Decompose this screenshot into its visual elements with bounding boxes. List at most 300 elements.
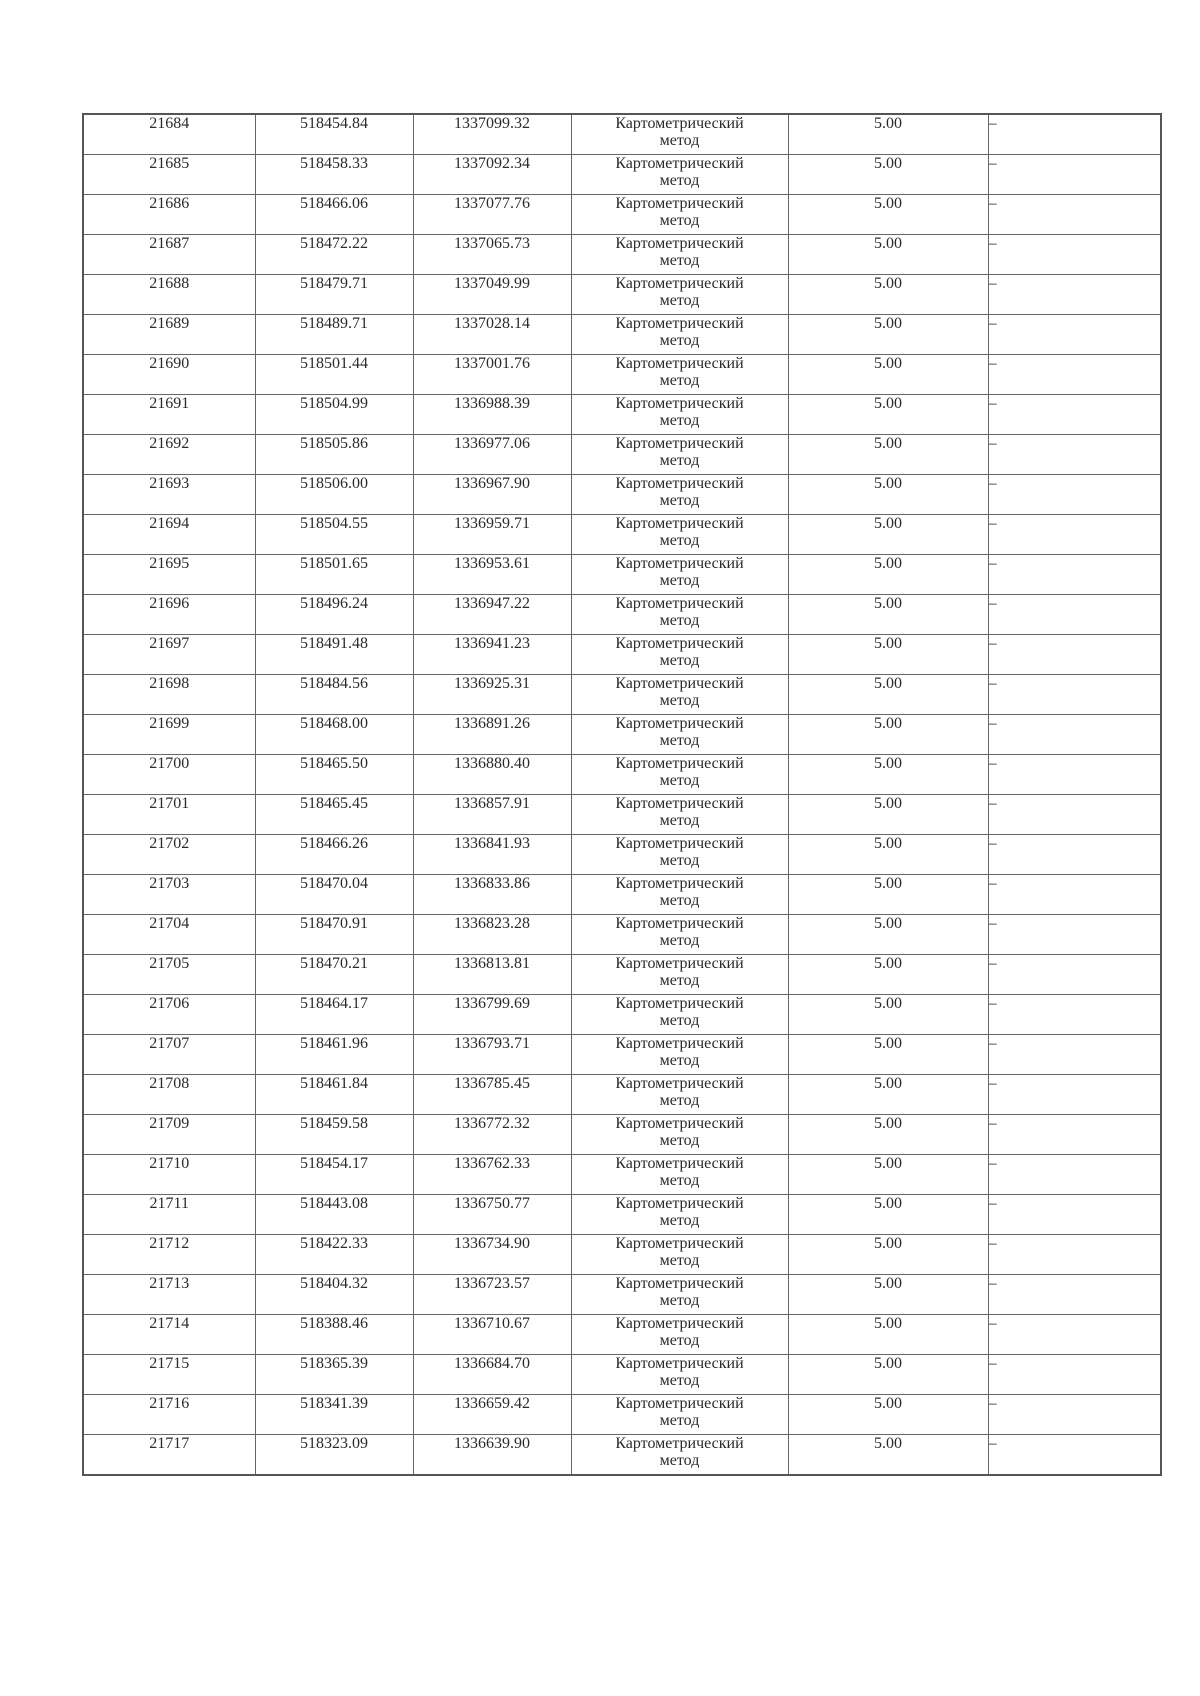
error-cell: 5.00 (788, 515, 988, 555)
error-cell: 5.00 (788, 955, 988, 995)
table-row (83, 595, 1161, 635)
error-cell: 5.00 (788, 355, 988, 395)
x-coordinate-cell: 518470.04 (255, 875, 413, 915)
description-cell: – (988, 1075, 1161, 1115)
table-row (83, 195, 1161, 235)
table-row (83, 1035, 1161, 1075)
method-text: Картометрический (615, 1355, 744, 1372)
method-text: метод (659, 132, 700, 149)
point-number-cell: 21686 (83, 195, 255, 235)
y-coordinate-cell: 1336813.81 (413, 955, 571, 995)
x-coordinate-cell: 518454.17 (255, 1155, 413, 1195)
table-row (83, 114, 1161, 155)
method-text: метод (659, 972, 700, 989)
method-text: метод (659, 1372, 700, 1389)
method-cell (571, 435, 788, 475)
method-text: метод (659, 652, 700, 669)
method-cell (571, 1195, 788, 1235)
point-number-cell: 21706 (83, 995, 255, 1035)
point-number-cell: 21716 (83, 1395, 255, 1435)
x-coordinate-cell: 518501.65 (255, 555, 413, 595)
error-cell: 5.00 (788, 555, 988, 595)
x-coordinate-cell: 518458.33 (255, 155, 413, 195)
description-cell: – (988, 1195, 1161, 1235)
method-text: метод (659, 1172, 700, 1189)
description-cell: – (988, 515, 1161, 555)
description-cell: – (988, 595, 1161, 635)
error-cell: 5.00 (788, 1435, 988, 1476)
method-text: метод (659, 1332, 700, 1349)
point-number-cell: 21684 (83, 114, 255, 155)
method-text: метод (659, 932, 700, 949)
table-row (83, 555, 1161, 595)
x-coordinate-cell: 518454.84 (255, 114, 413, 155)
description-cell: – (988, 955, 1161, 995)
method-cell (571, 1395, 788, 1435)
method-text: Картометрический (615, 235, 744, 252)
method-cell (571, 915, 788, 955)
method-text: метод (659, 1052, 700, 1069)
method-text: Картометрический (615, 795, 744, 812)
point-number-cell: 21699 (83, 715, 255, 755)
x-coordinate-cell: 518461.96 (255, 1035, 413, 1075)
point-number-cell: 21695 (83, 555, 255, 595)
table-row (83, 1355, 1161, 1395)
x-coordinate-cell: 518404.32 (255, 1275, 413, 1315)
method-text: метод (659, 532, 700, 549)
table-row (83, 755, 1161, 795)
table-row (83, 915, 1161, 955)
error-cell: 5.00 (788, 1315, 988, 1355)
error-cell: 5.00 (788, 915, 988, 955)
description-cell: – (988, 795, 1161, 835)
error-cell: 5.00 (788, 1235, 988, 1275)
description-cell: – (988, 315, 1161, 355)
table-row (83, 395, 1161, 435)
point-number-cell: 21712 (83, 1235, 255, 1275)
y-coordinate-cell: 1336799.69 (413, 995, 571, 1035)
y-coordinate-cell: 1336841.93 (413, 835, 571, 875)
method-cell (571, 1435, 788, 1476)
description-cell: – (988, 435, 1161, 475)
y-coordinate-cell: 1337099.32 (413, 114, 571, 155)
y-coordinate-cell: 1337077.76 (413, 195, 571, 235)
error-cell: 5.00 (788, 1115, 988, 1155)
x-coordinate-cell: 518489.71 (255, 315, 413, 355)
description-cell: – (988, 475, 1161, 515)
method-text: Картометрический (615, 555, 744, 572)
method-text: Картометрический (615, 755, 744, 772)
method-text: метод (659, 1252, 700, 1269)
error-cell: 5.00 (788, 315, 988, 355)
x-coordinate-cell: 518501.44 (255, 355, 413, 395)
table-row (83, 1075, 1161, 1115)
point-number-cell: 21701 (83, 795, 255, 835)
point-number-cell: 21687 (83, 235, 255, 275)
method-text: метод (659, 772, 700, 789)
description-cell: – (988, 1115, 1161, 1155)
x-coordinate-cell: 518461.84 (255, 1075, 413, 1115)
table-row (83, 315, 1161, 355)
method-text: Картометрический (615, 1275, 744, 1292)
method-text: Картометрический (615, 1115, 744, 1132)
method-text: Картометрический (615, 275, 744, 292)
x-coordinate-cell: 518341.39 (255, 1395, 413, 1435)
error-cell: 5.00 (788, 1355, 988, 1395)
method-text: метод (659, 1292, 700, 1309)
x-coordinate-cell: 518443.08 (255, 1195, 413, 1235)
x-coordinate-cell: 518496.24 (255, 595, 413, 635)
table-row (83, 1315, 1161, 1355)
description-cell: – (988, 235, 1161, 275)
table-row (83, 1395, 1161, 1435)
description-cell: – (988, 915, 1161, 955)
method-text: метод (659, 332, 700, 349)
point-number-cell: 21688 (83, 275, 255, 315)
point-number-cell: 21696 (83, 595, 255, 635)
error-cell: 5.00 (788, 235, 988, 275)
method-cell (571, 395, 788, 435)
method-text: метод (659, 1012, 700, 1029)
error-cell: 5.00 (788, 395, 988, 435)
x-coordinate-cell: 518470.21 (255, 955, 413, 995)
point-number-cell: 21702 (83, 835, 255, 875)
method-text: Картометрический (615, 1435, 744, 1452)
method-text: метод (659, 812, 700, 829)
description-cell: – (988, 1275, 1161, 1315)
y-coordinate-cell: 1336857.91 (413, 795, 571, 835)
error-cell: 5.00 (788, 1075, 988, 1115)
description-cell: – (988, 1395, 1161, 1435)
method-text: Картометрический (615, 475, 744, 492)
description-cell: – (988, 1235, 1161, 1275)
error-cell: 5.00 (788, 1275, 988, 1315)
method-text: Картометрический (615, 835, 744, 852)
y-coordinate-cell: 1336967.90 (413, 475, 571, 515)
coordinates-table (82, 113, 1162, 1476)
table-body (83, 114, 1161, 1475)
method-text: Картометрический (615, 355, 744, 372)
method-text: Картометрический (615, 435, 744, 452)
method-text: метод (659, 372, 700, 389)
x-coordinate-cell: 518365.39 (255, 1355, 413, 1395)
point-number-cell: 21704 (83, 915, 255, 955)
point-number-cell: 21689 (83, 315, 255, 355)
method-cell (571, 1275, 788, 1315)
y-coordinate-cell: 1336959.71 (413, 515, 571, 555)
method-text: метод (659, 212, 700, 229)
method-cell (571, 875, 788, 915)
table-row (83, 515, 1161, 555)
method-cell (571, 195, 788, 235)
description-cell: – (988, 755, 1161, 795)
description-cell: – (988, 835, 1161, 875)
method-text: метод (659, 852, 700, 869)
method-text: метод (659, 452, 700, 469)
method-text: метод (659, 172, 700, 189)
x-coordinate-cell: 518479.71 (255, 275, 413, 315)
method-cell (571, 1235, 788, 1275)
x-coordinate-cell: 518491.48 (255, 635, 413, 675)
method-cell (571, 515, 788, 555)
x-coordinate-cell: 518464.17 (255, 995, 413, 1035)
method-text: Картометрический (615, 1075, 744, 1092)
table-row (83, 675, 1161, 715)
method-text: Картометрический (615, 595, 744, 612)
error-cell: 5.00 (788, 595, 988, 635)
point-number-cell: 21707 (83, 1035, 255, 1075)
method-text: Картометрический (615, 515, 744, 532)
method-cell (571, 555, 788, 595)
x-coordinate-cell: 518465.50 (255, 755, 413, 795)
y-coordinate-cell: 1336953.61 (413, 555, 571, 595)
method-text: метод (659, 612, 700, 629)
method-text: Картометрический (615, 915, 744, 932)
error-cell: 5.00 (788, 1395, 988, 1435)
y-coordinate-cell: 1336750.77 (413, 1195, 571, 1235)
point-number-cell: 21714 (83, 1315, 255, 1355)
point-number-cell: 21709 (83, 1115, 255, 1155)
point-number-cell: 21703 (83, 875, 255, 915)
y-coordinate-cell: 1336659.42 (413, 1395, 571, 1435)
error-cell: 5.00 (788, 795, 988, 835)
point-number-cell: 21711 (83, 1195, 255, 1235)
table-row (83, 715, 1161, 755)
error-cell: 5.00 (788, 715, 988, 755)
method-cell (571, 635, 788, 675)
error-cell: 5.00 (788, 114, 988, 155)
method-cell (571, 114, 788, 155)
method-cell (571, 1315, 788, 1355)
y-coordinate-cell: 1336891.26 (413, 715, 571, 755)
description-cell: – (988, 395, 1161, 435)
method-text: Картометрический (615, 675, 744, 692)
y-coordinate-cell: 1336772.32 (413, 1115, 571, 1155)
description-cell: – (988, 1355, 1161, 1395)
point-number-cell: 21715 (83, 1355, 255, 1395)
description-cell: – (988, 995, 1161, 1035)
description-cell: – (988, 114, 1161, 155)
method-cell (571, 1075, 788, 1115)
method-text: Картометрический (615, 1195, 744, 1212)
y-coordinate-cell: 1337028.14 (413, 315, 571, 355)
description-cell: – (988, 355, 1161, 395)
method-cell (571, 675, 788, 715)
method-text: метод (659, 692, 700, 709)
description-cell: – (988, 195, 1161, 235)
method-text: Картометрический (615, 115, 744, 132)
description-cell: – (988, 875, 1161, 915)
method-text: Картометрический (615, 955, 744, 972)
method-text: метод (659, 732, 700, 749)
description-cell: – (988, 675, 1161, 715)
y-coordinate-cell: 1336977.06 (413, 435, 571, 475)
x-coordinate-cell: 518505.86 (255, 435, 413, 475)
y-coordinate-cell: 1336793.71 (413, 1035, 571, 1075)
method-text: метод (659, 1412, 700, 1429)
x-coordinate-cell: 518504.55 (255, 515, 413, 555)
method-cell (571, 755, 788, 795)
table-row (83, 995, 1161, 1035)
method-text: метод (659, 1132, 700, 1149)
x-coordinate-cell: 518472.22 (255, 235, 413, 275)
point-number-cell: 21700 (83, 755, 255, 795)
table-row (83, 1235, 1161, 1275)
method-text: Картометрический (615, 715, 744, 732)
x-coordinate-cell: 518465.45 (255, 795, 413, 835)
method-text: метод (659, 1092, 700, 1109)
method-cell (571, 355, 788, 395)
error-cell: 5.00 (788, 155, 988, 195)
x-coordinate-cell: 518323.09 (255, 1435, 413, 1476)
error-cell: 5.00 (788, 475, 988, 515)
error-cell: 5.00 (788, 635, 988, 675)
y-coordinate-cell: 1336941.23 (413, 635, 571, 675)
point-number-cell: 21694 (83, 515, 255, 555)
y-coordinate-cell: 1337065.73 (413, 235, 571, 275)
description-cell: – (988, 275, 1161, 315)
point-number-cell: 21710 (83, 1155, 255, 1195)
x-coordinate-cell: 518422.33 (255, 1235, 413, 1275)
point-number-cell: 21692 (83, 435, 255, 475)
y-coordinate-cell: 1337049.99 (413, 275, 571, 315)
table-row (83, 835, 1161, 875)
error-cell: 5.00 (788, 275, 988, 315)
point-number-cell: 21697 (83, 635, 255, 675)
description-cell: – (988, 1155, 1161, 1195)
point-number-cell: 21713 (83, 1275, 255, 1315)
table-row (83, 875, 1161, 915)
method-text: метод (659, 292, 700, 309)
method-cell (571, 795, 788, 835)
description-cell: – (988, 715, 1161, 755)
method-cell (571, 1115, 788, 1155)
description-cell: – (988, 155, 1161, 195)
point-number-cell: 21708 (83, 1075, 255, 1115)
method-text: Картометрический (615, 1155, 744, 1172)
method-text: метод (659, 252, 700, 269)
error-cell: 5.00 (788, 1035, 988, 1075)
method-text: метод (659, 892, 700, 909)
table-row (83, 1195, 1161, 1235)
x-coordinate-cell: 518388.46 (255, 1315, 413, 1355)
table-row (83, 275, 1161, 315)
method-cell (571, 715, 788, 755)
method-text: Картометрический (615, 1035, 744, 1052)
y-coordinate-cell: 1336833.86 (413, 875, 571, 915)
method-text: Картометрический (615, 1395, 744, 1412)
y-coordinate-cell: 1336925.31 (413, 675, 571, 715)
method-text: Картометрический (615, 155, 744, 172)
method-cell (571, 995, 788, 1035)
y-coordinate-cell: 1336710.67 (413, 1315, 571, 1355)
point-number-cell: 21705 (83, 955, 255, 995)
method-text: Картометрический (615, 195, 744, 212)
table-row (83, 795, 1161, 835)
method-text: Картометрический (615, 395, 744, 412)
y-coordinate-cell: 1337092.34 (413, 155, 571, 195)
method-text: Картометрический (615, 995, 744, 1012)
error-cell: 5.00 (788, 435, 988, 475)
table-row (83, 475, 1161, 515)
method-cell (571, 595, 788, 635)
point-number-cell: 21698 (83, 675, 255, 715)
method-cell (571, 315, 788, 355)
error-cell: 5.00 (788, 755, 988, 795)
method-text: Картометрический (615, 635, 744, 652)
table-row (83, 635, 1161, 675)
error-cell: 5.00 (788, 995, 988, 1035)
y-coordinate-cell: 1336723.57 (413, 1275, 571, 1315)
method-text: Картометрический (615, 1315, 744, 1332)
description-cell: – (988, 1035, 1161, 1075)
table-row (83, 1435, 1161, 1476)
error-cell: 5.00 (788, 675, 988, 715)
point-number-cell: 21691 (83, 395, 255, 435)
x-coordinate-cell: 518504.99 (255, 395, 413, 435)
table-row (83, 1155, 1161, 1195)
x-coordinate-cell: 518466.06 (255, 195, 413, 235)
method-text: метод (659, 412, 700, 429)
x-coordinate-cell: 518484.56 (255, 675, 413, 715)
x-coordinate-cell: 518470.91 (255, 915, 413, 955)
y-coordinate-cell: 1336762.33 (413, 1155, 571, 1195)
method-text: Картометрический (615, 875, 744, 892)
y-coordinate-cell: 1336823.28 (413, 915, 571, 955)
method-text: метод (659, 492, 700, 509)
x-coordinate-cell: 518466.26 (255, 835, 413, 875)
y-coordinate-cell: 1336785.45 (413, 1075, 571, 1115)
point-number-cell: 21685 (83, 155, 255, 195)
description-cell: – (988, 555, 1161, 595)
method-cell (571, 1035, 788, 1075)
method-cell (571, 235, 788, 275)
point-number-cell: 21690 (83, 355, 255, 395)
error-cell: 5.00 (788, 835, 988, 875)
y-coordinate-cell: 1336988.39 (413, 395, 571, 435)
method-cell (571, 155, 788, 195)
y-coordinate-cell: 1336734.90 (413, 1235, 571, 1275)
method-text: Картометрический (615, 1235, 744, 1252)
table-row (83, 355, 1161, 395)
error-cell: 5.00 (788, 1155, 988, 1195)
method-text: метод (659, 572, 700, 589)
y-coordinate-cell: 1336639.90 (413, 1435, 571, 1476)
y-coordinate-cell: 1336684.70 (413, 1355, 571, 1395)
method-cell (571, 1155, 788, 1195)
description-cell: – (988, 1315, 1161, 1355)
y-coordinate-cell: 1336947.22 (413, 595, 571, 635)
table-row (83, 155, 1161, 195)
x-coordinate-cell: 518468.00 (255, 715, 413, 755)
x-coordinate-cell: 518459.58 (255, 1115, 413, 1155)
point-number-cell: 21693 (83, 475, 255, 515)
error-cell: 5.00 (788, 1195, 988, 1235)
method-cell (571, 475, 788, 515)
y-coordinate-cell: 1336880.40 (413, 755, 571, 795)
x-coordinate-cell: 518506.00 (255, 475, 413, 515)
method-cell (571, 835, 788, 875)
error-cell: 5.00 (788, 195, 988, 235)
table-row (83, 435, 1161, 475)
description-cell: – (988, 635, 1161, 675)
error-cell: 5.00 (788, 875, 988, 915)
table-row (83, 1115, 1161, 1155)
table-row (83, 235, 1161, 275)
description-cell: – (988, 1435, 1161, 1476)
method-text: метод (659, 1212, 700, 1229)
method-text: метод (659, 1452, 700, 1469)
